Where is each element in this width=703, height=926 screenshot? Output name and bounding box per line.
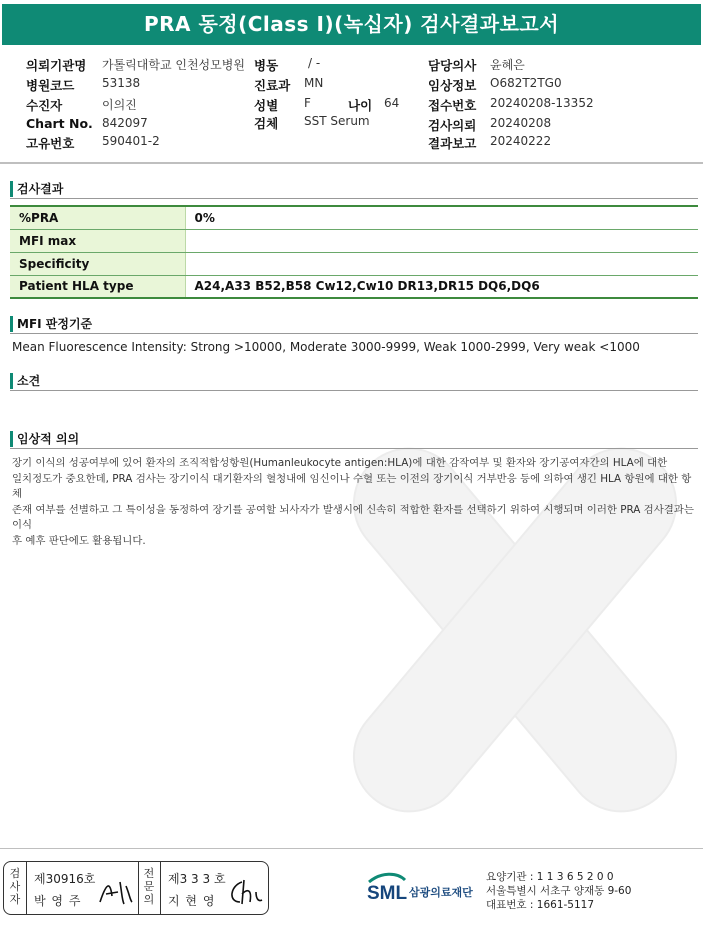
result-row (10, 252, 698, 275)
receipt-label: 접수번호 (428, 98, 477, 113)
unique-label: 고유번호 (26, 136, 75, 151)
clinical-line: 일치정도가 중요한데, PRA 검사는 장기이식 대기환자의 혈청내에 임신이나 수혈 또는 이전의 장기이식 거부반응 등에 의하여 생긴 HLA 항원에 대한 항체 (12, 472, 692, 500)
ward-value: / - (308, 56, 321, 70)
examiner-license: 제30916호 (34, 872, 96, 886)
receipt-value: 20240208-13352 (490, 96, 594, 110)
section-opinion-line (10, 390, 698, 391)
ward-label: 병동 (254, 58, 279, 73)
lab-phone: 대표번호 : 1661-5117 (486, 899, 595, 911)
specimen-value: SST Serum (304, 114, 370, 128)
specialist-name: 지 현 영 (168, 894, 216, 908)
clinical-info-value: O682T2TG0 (490, 76, 562, 90)
footer-separator (0, 848, 703, 849)
logo-text: SML (367, 883, 408, 904)
doctor-label: 담당의사 (428, 58, 477, 73)
signature-box (3, 861, 269, 915)
institution-label: 의뢰기관명 (26, 58, 87, 73)
specialist-label: 전 문 의 (143, 867, 155, 906)
info-separator (0, 162, 703, 164)
examiner-label: 검 사 자 (9, 867, 21, 906)
mfi-criteria-text: Mean Fluorescence Intensity: Strong >10000, Moderate 3000-9999, Weak 1000-2999, Very weak <1000 (12, 340, 640, 354)
clinical-line: 존재 여부를 선별하고 그 특이성을 동정하여 장기를 공여할 뇌사자가 발생시에 신속히 적합한 환자를 선택하기 위하여 시행되며 이러한 PRA 검사결과는 이식 (12, 503, 694, 531)
hospital-code-value: 53138 (102, 76, 141, 90)
patient-info (0, 54, 703, 154)
section-mfi-heading: MFI 판정기준 (10, 316, 92, 332)
specialist-license: 제3 3 3 호 (168, 872, 226, 886)
lab-address-block (486, 870, 631, 912)
examiner-name: 박 영 주 (34, 894, 82, 908)
unique-value: 590401-2 (102, 134, 160, 148)
examinee-label: 수진자 (26, 98, 63, 113)
report-title: PRA 동정(Class I)(녹십자) 검사결과보고서 (2, 4, 701, 45)
reported-label: 결과보고 (428, 136, 477, 151)
section-result-heading: 검사결과 (10, 181, 63, 197)
section-result-line (10, 198, 698, 199)
result-key: %PRA (10, 206, 185, 229)
section-mfi-line (10, 333, 698, 334)
result-value (185, 252, 698, 275)
hospital-code-label: 병원코드 (26, 78, 75, 93)
result-key: Specificity (10, 252, 185, 275)
sml-logo (367, 872, 483, 908)
result-key: Patient HLA type (10, 275, 185, 298)
age-label: 나이 (348, 98, 373, 113)
result-row (10, 206, 698, 229)
result-row (10, 229, 698, 252)
reported-value: 20240222 (490, 134, 552, 148)
clinical-significance-text (12, 456, 694, 549)
requested-label: 검사의뢰 (428, 118, 477, 133)
department-value: MN (304, 76, 324, 90)
result-value: A24,A33 B52,B58 Cw12,Cw10 DR13,DR15 DQ6,DQ6 (185, 275, 698, 298)
section-clinical-line (10, 448, 698, 449)
chart-value: 842097 (102, 116, 148, 130)
clinical-line: 후 예후 판단에도 활용됩니다. (12, 534, 146, 547)
examiner-signature (96, 876, 136, 908)
specialist-signature (226, 876, 266, 908)
clinical-info-label: 임상정보 (428, 78, 477, 93)
sex-label: 성별 (254, 98, 279, 113)
org-name: 삼광의료재단 (409, 886, 473, 899)
examinee-value: 이의진 (102, 98, 137, 112)
section-opinion-heading: 소견 (10, 373, 40, 389)
department-label: 진료과 (254, 78, 291, 93)
result-value (185, 229, 698, 252)
specimen-label: 검체 (254, 116, 279, 131)
result-row (10, 275, 698, 298)
care-institution-no: 요양기관 : 1 1 3 6 5 2 0 0 (486, 871, 614, 883)
requested-value: 20240208 (490, 116, 552, 130)
institution-value: 가톨릭대학교 인천성모병원 (102, 58, 245, 72)
result-key: MFI max (10, 229, 185, 252)
lab-address: 서울특별시 서초구 양재동 9-60 (486, 885, 632, 897)
chart-label: Chart No. (26, 116, 93, 131)
sex-value: F (304, 96, 311, 110)
age-value: 64 (384, 96, 400, 110)
result-table (10, 205, 698, 299)
clinical-line: 장기 이식의 성공여부에 있어 환자의 조직적합성항원(Humanleukocyte antigen:HLA)에 대한 감작여부 및 환자와 장기공여자간의 HLA에 대한 (12, 457, 668, 469)
result-value: 0% (185, 206, 698, 229)
doctor-value: 윤혜은 (490, 58, 525, 72)
section-clinical-heading: 임상적 의의 (10, 431, 79, 447)
